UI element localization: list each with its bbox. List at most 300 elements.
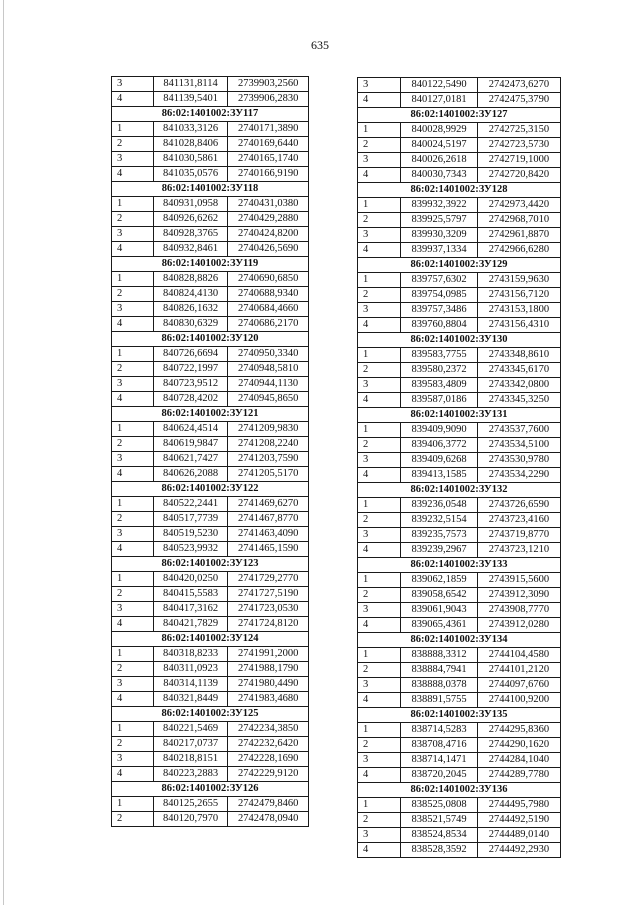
coordinates-table-right [357,77,561,858]
point-number: 4 [112,167,154,182]
point-number: 3 [358,753,401,768]
point-number: 4 [112,767,154,782]
y-coordinate: 2740686,2170 [228,317,309,332]
coordinate-row [358,168,561,183]
x-coordinate: 840024,5197 [401,138,478,153]
x-coordinate: 839058,6542 [401,588,478,603]
x-coordinate: 840218,8151 [153,752,228,767]
y-coordinate: 2742719,1000 [477,153,560,168]
coordinate-row [112,197,309,212]
coordinate-row [358,798,561,813]
coordinate-row [112,737,309,752]
point-number: 4 [358,243,401,258]
point-number: 2 [112,512,154,527]
y-coordinate: 2741208,2240 [228,437,309,452]
x-coordinate: 840321,8449 [153,692,228,707]
x-coordinate: 840311,0923 [153,662,228,677]
parcel-header-row [112,557,309,572]
point-number: 1 [112,647,154,662]
point-number: 1 [112,122,154,137]
x-coordinate: 841033,3126 [153,122,228,137]
x-coordinate: 839754,0985 [401,288,478,303]
parcel-cadastral-number: 86:02:1401002:ЗУ122 [112,482,309,497]
x-coordinate: 840626,2088 [153,467,228,482]
parcel-cadastral-number: 86:02:1401002:ЗУ133 [358,558,561,573]
y-coordinate: 2743719,8770 [477,528,560,543]
point-number: 4 [112,467,154,482]
x-coordinate: 841028,8406 [153,137,228,152]
y-coordinate: 2741983,4680 [228,692,309,707]
parcel-cadastral-number: 86:02:1401002:ЗУ136 [358,783,561,798]
y-coordinate: 2740688,9340 [228,287,309,302]
coordinate-row [112,542,309,557]
coordinate-row [112,812,309,827]
coordinate-row [358,828,561,843]
parcel-header-row [112,107,309,122]
y-coordinate: 2742968,7010 [477,213,560,228]
point-number: 2 [112,812,154,827]
y-coordinate: 2740690,6850 [228,272,309,287]
x-coordinate: 838884,7941 [401,663,478,678]
point-number: 1 [112,722,154,737]
coordinate-row [358,138,561,153]
x-coordinate: 840723,9512 [153,377,228,392]
y-coordinate: 2740684,4660 [228,302,309,317]
coordinate-row [358,123,561,138]
point-number: 1 [358,198,401,213]
coordinate-row [112,692,309,707]
coordinate-row [112,272,309,287]
parcel-cadastral-number: 86:02:1401002:ЗУ124 [112,632,309,647]
parcel-header-row [112,482,309,497]
coordinate-row [358,228,561,243]
x-coordinate: 840223,2883 [153,767,228,782]
coordinate-row [358,573,561,588]
y-coordinate: 2740165,1740 [228,152,309,167]
point-number: 2 [358,138,401,153]
y-coordinate: 2742229,9120 [228,767,309,782]
y-coordinate: 2744492,5190 [477,813,560,828]
x-coordinate: 839065,4361 [401,618,478,633]
x-coordinate: 840127,0181 [401,93,478,108]
y-coordinate: 2741729,2770 [228,572,309,587]
parcel-cadastral-number: 86:02:1401002:ЗУ121 [112,407,309,422]
parcel-cadastral-number: 86:02:1401002:ЗУ130 [358,333,561,348]
coordinate-row [358,348,561,363]
y-coordinate: 2742232,6420 [228,737,309,752]
coordinate-row [358,438,561,453]
point-number: 3 [112,452,154,467]
x-coordinate: 839235,7573 [401,528,478,543]
y-coordinate: 2744489,0140 [477,828,560,843]
coordinate-row [112,602,309,617]
x-coordinate: 839587,0186 [401,393,478,408]
point-number: 1 [358,573,401,588]
coordinate-row [112,677,309,692]
y-coordinate: 2739903,2560 [228,77,309,92]
x-coordinate: 841035,0576 [153,167,228,182]
point-number: 4 [358,93,401,108]
y-coordinate: 2742479,8460 [228,797,309,812]
x-coordinate: 840221,5469 [153,722,228,737]
x-coordinate: 840519,5230 [153,527,228,542]
point-number: 3 [358,828,401,843]
parcel-cadastral-number: 86:02:1401002:ЗУ125 [112,707,309,722]
parcel-cadastral-number: 86:02:1401002:ЗУ128 [358,183,561,198]
coordinate-row [358,78,561,93]
x-coordinate: 840028,9929 [401,123,478,138]
y-coordinate: 2740166,9190 [228,167,309,182]
point-number: 4 [112,542,154,557]
point-number: 1 [358,423,401,438]
parcel-header-row [112,632,309,647]
coordinate-row [358,588,561,603]
point-number: 1 [358,648,401,663]
y-coordinate: 2741209,9830 [228,422,309,437]
coordinate-row [358,453,561,468]
x-coordinate: 839409,6268 [401,453,478,468]
coordinates-table-left [111,76,309,827]
y-coordinate: 2741469,6270 [228,497,309,512]
coordinate-row [112,392,309,407]
point-number: 4 [112,317,154,332]
point-number: 4 [358,843,401,858]
coordinate-row [112,512,309,527]
parcel-header-row [358,333,561,348]
x-coordinate: 839583,7755 [401,348,478,363]
coordinate-row [112,647,309,662]
point-number: 4 [112,242,154,257]
x-coordinate: 840122,5490 [401,78,478,93]
point-number: 4 [112,392,154,407]
coordinate-row [112,212,309,227]
point-number: 3 [112,527,154,542]
point-number: 2 [358,438,401,453]
x-coordinate: 839937,1334 [401,243,478,258]
parcel-cadastral-number: 86:02:1401002:ЗУ117 [112,107,309,122]
coordinate-row [112,167,309,182]
point-number: 1 [112,347,154,362]
parcel-cadastral-number: 86:02:1401002:ЗУ132 [358,483,561,498]
coordinate-row [112,362,309,377]
x-coordinate: 838525,0808 [401,798,478,813]
point-number: 1 [358,498,401,513]
y-coordinate: 2744495,7980 [477,798,560,813]
y-coordinate: 2741723,0530 [228,602,309,617]
y-coordinate: 2740426,5690 [228,242,309,257]
point-number: 4 [358,318,401,333]
coordinate-row [112,497,309,512]
coordinate-row [358,93,561,108]
x-coordinate: 840517,7739 [153,512,228,527]
y-coordinate: 2740169,6440 [228,137,309,152]
parcel-cadastral-number: 86:02:1401002:ЗУ120 [112,332,309,347]
x-coordinate: 840415,5583 [153,587,228,602]
y-coordinate: 2743723,4160 [477,513,560,528]
y-coordinate: 2743915,5600 [477,573,560,588]
point-number: 2 [112,587,154,602]
parcel-header-row [358,408,561,423]
parcel-header-row [358,633,561,648]
y-coordinate: 2740424,8200 [228,227,309,242]
point-number: 2 [358,363,401,378]
coordinate-row [112,227,309,242]
x-coordinate: 841139,5401 [153,92,228,107]
coordinate-row [358,753,561,768]
x-coordinate: 838888,3312 [401,648,478,663]
y-coordinate: 2743156,4310 [477,318,560,333]
x-coordinate: 840417,3162 [153,602,228,617]
x-coordinate: 840026,2618 [401,153,478,168]
y-coordinate: 2744104,4580 [477,648,560,663]
coordinate-row [358,723,561,738]
x-coordinate: 838714,1471 [401,753,478,768]
y-coordinate: 2740950,3340 [228,347,309,362]
x-coordinate: 839580,2372 [401,363,478,378]
x-coordinate: 841030,5861 [153,152,228,167]
point-number: 1 [358,123,401,138]
y-coordinate: 2741467,8770 [228,512,309,527]
x-coordinate: 840830,6329 [153,317,228,332]
x-coordinate: 839232,5154 [401,513,478,528]
x-coordinate: 840932,8461 [153,242,228,257]
coordinate-row [358,198,561,213]
coordinate-row [358,213,561,228]
coordinate-row [112,752,309,767]
y-coordinate: 2743345,3250 [477,393,560,408]
y-coordinate: 2743726,6590 [477,498,560,513]
x-coordinate: 838714,5283 [401,723,478,738]
x-coordinate: 839757,6302 [401,273,478,288]
y-coordinate: 2743534,2290 [477,468,560,483]
x-coordinate: 838720,2045 [401,768,478,783]
parcel-header-row [112,782,309,797]
x-coordinate: 840824,4130 [153,287,228,302]
coordinate-row [358,393,561,408]
point-number: 3 [358,453,401,468]
coordinate-row [358,648,561,663]
y-coordinate: 2742725,3150 [477,123,560,138]
coordinate-row [112,587,309,602]
x-coordinate: 840318,8233 [153,647,228,662]
parcel-header-row [358,183,561,198]
point-number: 2 [358,513,401,528]
point-number: 2 [112,437,154,452]
point-number: 4 [358,693,401,708]
point-number: 3 [358,678,401,693]
coordinate-row [358,378,561,393]
point-number: 3 [112,302,154,317]
coordinate-row [112,662,309,677]
coordinate-row [112,287,309,302]
point-number: 3 [358,228,401,243]
coordinate-row [358,543,561,558]
y-coordinate: 2744100,9200 [477,693,560,708]
coordinate-row [112,152,309,167]
y-coordinate: 2742720,8420 [477,168,560,183]
y-coordinate: 2743912,3090 [477,588,560,603]
y-coordinate: 2740171,3890 [228,122,309,137]
y-coordinate: 2740944,1130 [228,377,309,392]
point-number: 4 [358,543,401,558]
x-coordinate: 840314,1139 [153,677,228,692]
coordinate-row [112,437,309,452]
point-number: 2 [112,212,154,227]
y-coordinate: 2741465,1590 [228,542,309,557]
y-coordinate: 2740429,2880 [228,212,309,227]
point-number: 2 [358,588,401,603]
y-coordinate: 2743159,9630 [477,273,560,288]
parcel-header-row [358,708,561,723]
x-coordinate: 839583,4809 [401,378,478,393]
x-coordinate: 840030,7343 [401,168,478,183]
parcel-cadastral-number: 86:02:1401002:ЗУ131 [358,408,561,423]
y-coordinate: 2742961,8870 [477,228,560,243]
y-coordinate: 2741988,1790 [228,662,309,677]
parcel-cadastral-number: 86:02:1401002:ЗУ129 [358,258,561,273]
coordinate-row [358,303,561,318]
point-number: 3 [112,77,154,92]
y-coordinate: 2744289,7780 [477,768,560,783]
x-coordinate: 840828,8826 [153,272,228,287]
x-coordinate: 840726,6694 [153,347,228,362]
point-number: 3 [358,303,401,318]
coordinate-row [358,513,561,528]
x-coordinate: 840421,7829 [153,617,228,632]
point-number: 1 [358,723,401,738]
y-coordinate: 2744290,1620 [477,738,560,753]
x-coordinate: 839236,0548 [401,498,478,513]
coordinate-row [112,377,309,392]
x-coordinate: 840621,7427 [153,452,228,467]
x-coordinate: 840420,0250 [153,572,228,587]
y-coordinate: 2741724,8120 [228,617,309,632]
parcel-header-row [358,558,561,573]
x-coordinate: 838891,5755 [401,693,478,708]
x-coordinate: 840523,9932 [153,542,228,557]
point-number: 1 [112,422,154,437]
y-coordinate: 2744101,2120 [477,663,560,678]
x-coordinate: 839061,9043 [401,603,478,618]
point-number: 2 [358,213,401,228]
scan-edge-line [3,0,4,905]
point-number: 3 [358,528,401,543]
y-coordinate: 2743908,7770 [477,603,560,618]
y-coordinate: 2742723,5730 [477,138,560,153]
x-coordinate: 839760,8804 [401,318,478,333]
parcel-cadastral-number: 86:02:1401002:ЗУ126 [112,782,309,797]
y-coordinate: 2740948,5810 [228,362,309,377]
y-coordinate: 2741991,2000 [228,647,309,662]
coordinate-row [358,693,561,708]
x-coordinate: 841131,8114 [153,77,228,92]
point-number: 3 [358,153,401,168]
y-coordinate: 2741463,4090 [228,527,309,542]
x-coordinate: 840125,2655 [153,797,228,812]
coordinate-row [112,122,309,137]
parcel-header-row [358,108,561,123]
point-number: 4 [358,768,401,783]
y-coordinate: 2743342,0800 [477,378,560,393]
y-coordinate: 2741203,7590 [228,452,309,467]
y-coordinate: 2743345,6170 [477,363,560,378]
coordinate-row [358,678,561,693]
y-coordinate: 2741205,5170 [228,467,309,482]
coordinate-row [358,423,561,438]
parcel-cadastral-number: 86:02:1401002:ЗУ118 [112,182,309,197]
y-coordinate: 2744295,8360 [477,723,560,738]
point-number: 1 [112,572,154,587]
coordinate-row [112,137,309,152]
point-number: 3 [358,603,401,618]
x-coordinate: 840120,7970 [153,812,228,827]
point-number: 1 [112,797,154,812]
parcel-header-row [112,407,309,422]
x-coordinate: 839932,3922 [401,198,478,213]
coordinate-row [112,347,309,362]
y-coordinate: 2744492,2930 [477,843,560,858]
coordinate-row [112,467,309,482]
coordinate-row [358,243,561,258]
point-number: 2 [112,662,154,677]
y-coordinate: 2744097,6760 [477,678,560,693]
point-number: 3 [358,78,401,93]
x-coordinate: 840722,1997 [153,362,228,377]
y-coordinate: 2743348,8610 [477,348,560,363]
coordinate-row [358,363,561,378]
x-coordinate: 840931,0958 [153,197,228,212]
parcel-header-row [112,707,309,722]
point-number: 3 [112,152,154,167]
point-number: 3 [112,752,154,767]
x-coordinate: 839757,3486 [401,303,478,318]
x-coordinate: 840928,3765 [153,227,228,242]
coordinate-row [112,452,309,467]
x-coordinate: 840826,1632 [153,302,228,317]
coordinate-row [112,422,309,437]
x-coordinate: 838524,8534 [401,828,478,843]
x-coordinate: 840728,4202 [153,392,228,407]
y-coordinate: 2742966,6280 [477,243,560,258]
x-coordinate: 839409,9090 [401,423,478,438]
coordinate-row [358,618,561,633]
y-coordinate: 2739906,2830 [228,92,309,107]
y-coordinate: 2743534,5100 [477,438,560,453]
parcel-header-row [358,258,561,273]
point-number: 1 [358,273,401,288]
parcel-cadastral-number: 86:02:1401002:ЗУ127 [358,108,561,123]
coordinate-row [358,738,561,753]
coordinate-row [112,92,309,107]
parcel-header-row [112,182,309,197]
x-coordinate: 839930,3209 [401,228,478,243]
coordinate-row [112,572,309,587]
coordinate-row [358,318,561,333]
x-coordinate: 840522,2441 [153,497,228,512]
coordinate-row [358,468,561,483]
point-number: 4 [358,618,401,633]
point-number: 2 [358,738,401,753]
coordinate-row [358,153,561,168]
coordinate-row [112,722,309,737]
coordinate-row [358,288,561,303]
page-number: 635 [311,38,329,52]
point-number: 2 [112,362,154,377]
coordinate-row [112,242,309,257]
x-coordinate: 840624,4514 [153,422,228,437]
coordinate-row [112,317,309,332]
x-coordinate: 840217,0737 [153,737,228,752]
